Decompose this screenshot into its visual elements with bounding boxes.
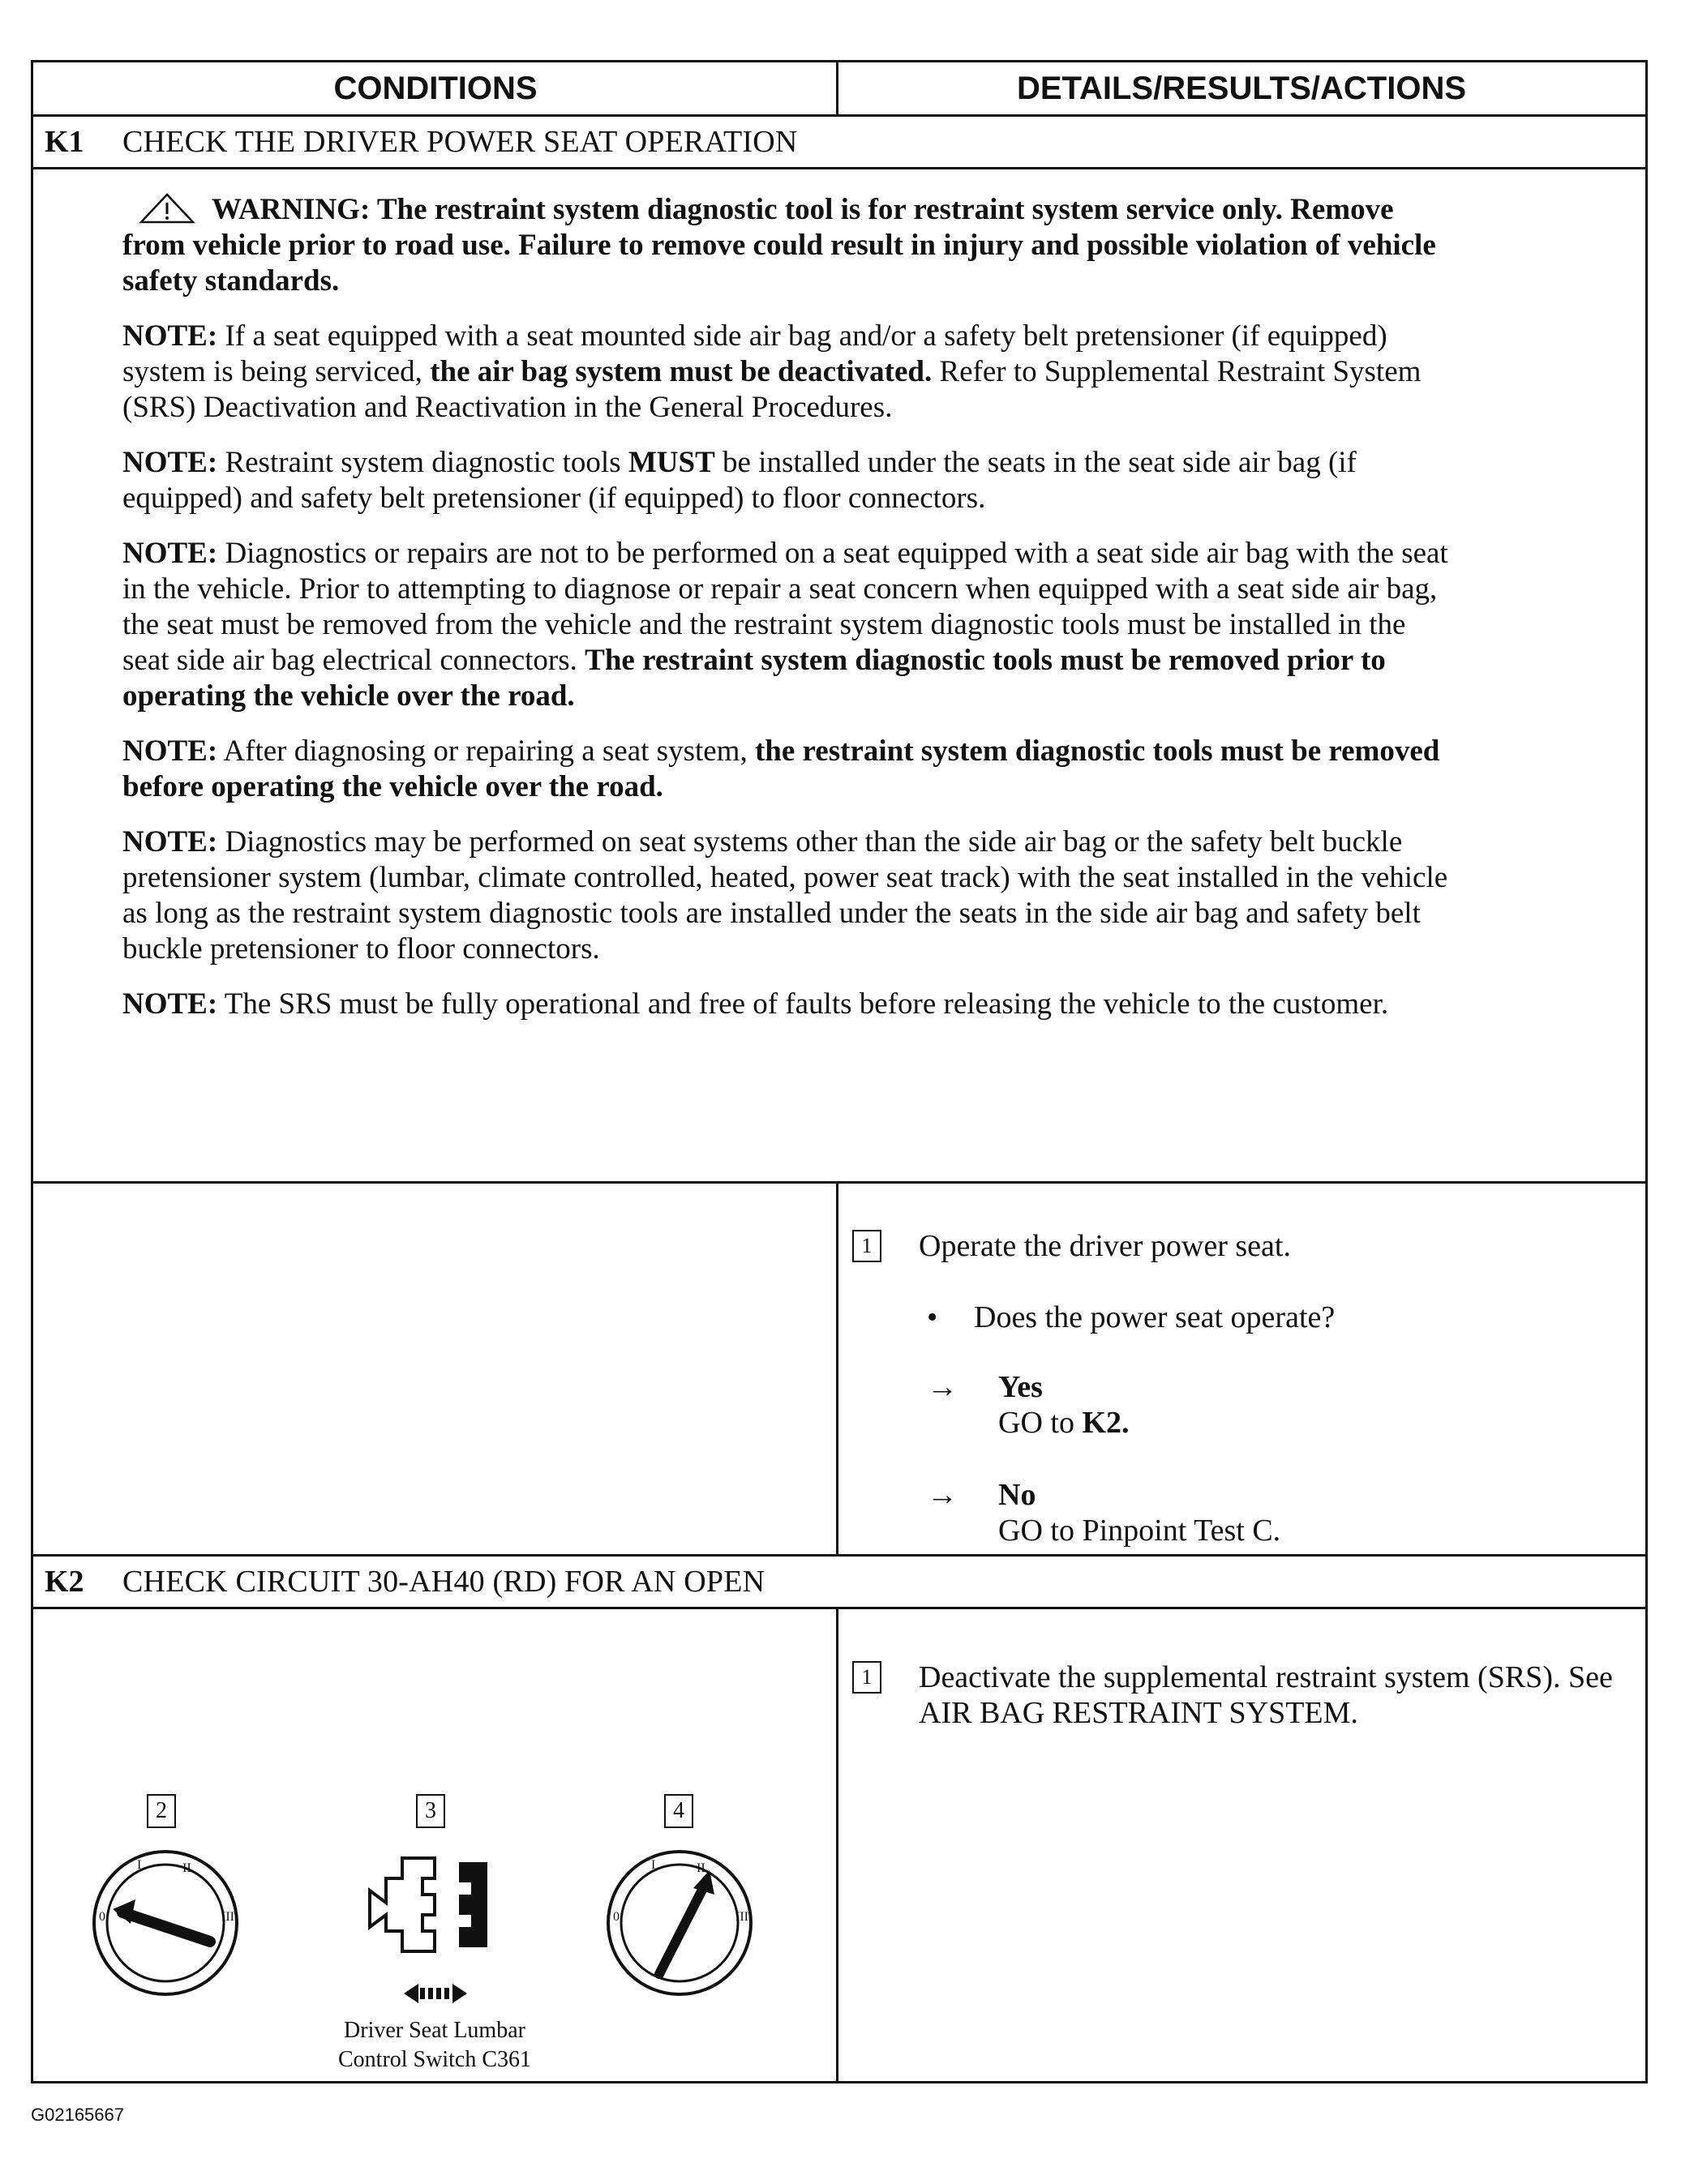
step-text: Deactivate the supplemental restraint system (SRS). See AIR BAG RESTRAINT SYSTEM.: [919, 1660, 1613, 1730]
header-conditions: CONDITIONS: [333, 70, 538, 106]
note-3: [122, 536, 1452, 714]
header-divider: [836, 62, 838, 114]
step-number-box: 1: [852, 1661, 881, 1694]
step-text: Operate the driver power seat.: [919, 1229, 1291, 1263]
no-action: GO to Pinpoint Test C.: [998, 1514, 1281, 1548]
warning-text: WARNING: The restraint system diagnostic tool is for restraint system service only. Remove from vehicle prior to road use. Failure to remove could result in injury and possible violation of vehicle safety standards.: [122, 193, 1436, 298]
ignition-switch-run-icon: [603, 1846, 757, 2000]
svg-text:III: III: [735, 1910, 748, 1924]
svg-text:II: II: [182, 1861, 191, 1875]
warning-triangle-icon: [139, 192, 195, 225]
note-label: NOTE:: [122, 319, 218, 353]
callout-2: 2: [147, 1794, 176, 1828]
yes-label: Yes: [998, 1370, 1043, 1404]
section-title: CHECK THE DRIVER POWER SEAT OPERATION: [122, 125, 798, 159]
callout-3: 3: [416, 1794, 445, 1828]
callout-4: 4: [664, 1794, 693, 1828]
step-number-box: 1: [852, 1230, 881, 1262]
note-text: Refer to Supplemental Restraint System (SRS) Deactivation and Reactivation in the General Procedures.: [122, 355, 1422, 424]
figure-code: G02165667: [31, 2105, 124, 2125]
section-title: CHECK CIRCUIT 30-AH40 (RD) FOR AN OPEN: [122, 1565, 765, 1599]
section-k2-heading: [33, 1557, 1645, 1607]
warning-paragraph: [122, 192, 1452, 299]
rule: [33, 167, 1645, 169]
header-details: DETAILS/RESULTS/ACTIONS: [1016, 70, 1467, 106]
note-label: NOTE:: [122, 446, 218, 479]
lumbar-switch-connector-icon: [354, 1842, 516, 2020]
note-text: If a seat equipped with a seat mounted side air bag and/or a safety belt pretensioner (if equipped) system is being serviced,: [122, 319, 1387, 388]
note-emphasis: MUST: [628, 446, 715, 479]
bullet-icon: •: [927, 1300, 938, 1334]
note-label: NOTE:: [122, 825, 218, 859]
svg-text:0: 0: [99, 1910, 105, 1924]
right-arrow-icon: →: [927, 1370, 958, 1404]
note-2: [122, 445, 1452, 516]
section-id: K2: [45, 1565, 84, 1599]
note-label: NOTE:: [122, 987, 218, 1021]
notes-block: [122, 192, 1452, 1042]
svg-text:I: I: [137, 1858, 142, 1872]
note-text: Diagnostics or repairs are not to be performed on a seat equipped with a seat side air bag with the seat in the vehicle. Prior to attempting to diagnose or repair a seat concern when equipped with a seat side air bag, the seat must be removed from the vehicle and the restraint system diagnostic tools must be installed in the seat side air bag electrical connectors.: [122, 537, 1448, 677]
go-text: GO to: [998, 1406, 1074, 1440]
svg-text:0: 0: [613, 1910, 620, 1924]
note-6: [122, 987, 1452, 1022]
illustration-caption: [301, 2016, 568, 2075]
note-text: The SRS must be fully operational and free of faults before releasing the vehicle to the customer.: [224, 987, 1389, 1021]
caption-line-1: Driver Seat Lumbar: [344, 2018, 525, 2043]
svg-text:I: I: [651, 1858, 656, 1872]
question-text: Does the power seat operate?: [974, 1300, 1336, 1334]
note-emphasis: the air bag system must be deactivated.: [430, 355, 933, 388]
column-divider: [836, 1181, 838, 1554]
procedure-table: [31, 60, 1648, 2083]
go-target: K2.: [1082, 1406, 1130, 1440]
note-text: be installed under the seats in the seat side air bag (if equipped) and safety belt pretensioner (if equipped) to floor connectors.: [122, 446, 1357, 515]
section-id: K1: [45, 125, 84, 159]
note-text: After diagnosing or repairing a seat system,: [223, 734, 748, 768]
note-label: NOTE:: [122, 734, 218, 768]
column-divider: [836, 1607, 838, 2081]
section-k1-heading: [33, 117, 1645, 167]
note-emphasis: the restraint system diagnostic tools must be removed before operating the vehicle over the road.: [122, 734, 1440, 803]
note-text: Restraint system diagnostic tools: [225, 446, 621, 479]
rule: [33, 1607, 1645, 1609]
svg-text:III: III: [221, 1910, 234, 1924]
note-label: NOTE:: [122, 537, 218, 570]
rule: [33, 1181, 1645, 1184]
note-text: Diagnostics may be performed on seat systems other than the side air bag or the safety belt buckle pretensioner system (lumbar, climate controlled, heated, power seat track) with the seat installed in the vehicle as long as the restraint system diagnostic tools are installed under the seats in the side air bag and safety belt buckle pretensioner to floor connectors.: [122, 825, 1448, 966]
caption-line-2: Control Switch C361: [337, 2047, 531, 2072]
right-arrow-icon: →: [927, 1478, 958, 1512]
yes-action: [998, 1405, 1130, 1441]
note-emphasis: The restraint system diagnostic tools must be removed prior to operating the vehicle over the road.: [122, 644, 1386, 713]
note-4: [122, 734, 1452, 805]
note-5: [122, 824, 1452, 967]
no-label: No: [998, 1478, 1036, 1512]
ignition-switch-off-icon: [88, 1846, 242, 2000]
note-1: [122, 319, 1452, 426]
svg-text:II: II: [697, 1861, 705, 1875]
